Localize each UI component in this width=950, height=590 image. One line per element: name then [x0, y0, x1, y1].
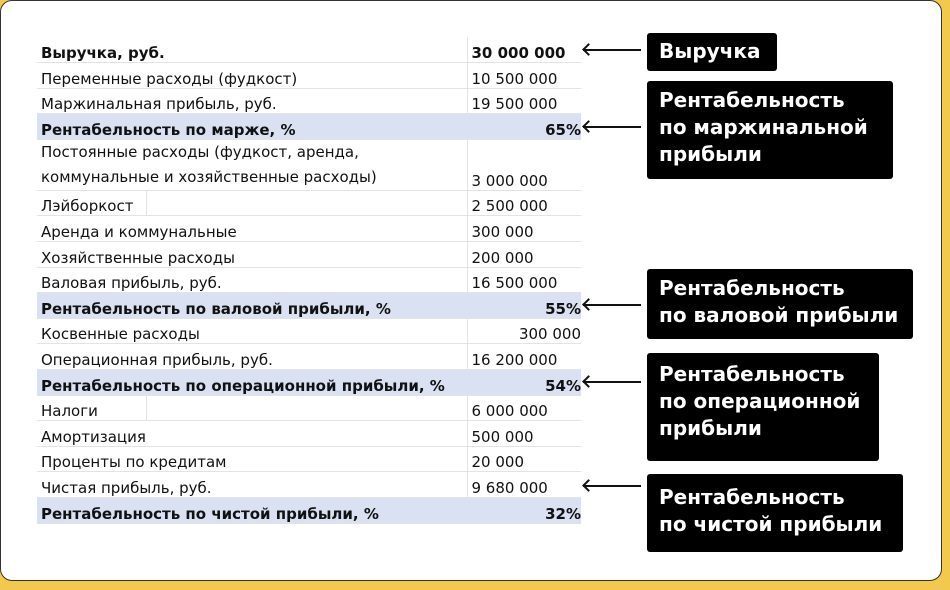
row-value: 30 000 000: [467, 37, 581, 63]
callout-line: по маржинальной: [659, 115, 868, 139]
row-label: Хозяйственные расходы: [37, 242, 467, 268]
row-value: 9 680 000: [467, 472, 581, 498]
row-value: 300 000: [467, 216, 581, 242]
table-row-highlight: [37, 114, 581, 140]
callout-operating: [647, 353, 879, 461]
row-label: Проценты по кредитам: [37, 446, 467, 472]
row-label: Операционная прибыль, руб.: [37, 344, 467, 370]
table-row: [37, 216, 581, 242]
row-label: Чистая прибыль, руб.: [37, 472, 467, 498]
row-label: Рентабельность по валовой прибыли, %: [37, 293, 467, 319]
callout-line: Рентабельность: [659, 88, 845, 112]
row-value: 16 500 000: [467, 267, 581, 293]
arrow-revenue: [583, 49, 641, 51]
row-label: Налоги: [37, 395, 146, 421]
row-label: Косвенные расходы: [37, 318, 467, 344]
callout-line: прибыли: [659, 142, 762, 166]
table-row: [37, 139, 581, 190]
row-label: Маржинальная прибыль, руб.: [37, 88, 467, 114]
row-value: 20 000: [467, 446, 581, 472]
callout-line: Выручка: [659, 39, 761, 63]
row-label: Рентабельность по чистой прибыли, %: [37, 498, 467, 524]
table-row: [37, 242, 581, 268]
empty-cell: [146, 395, 467, 421]
row-label: Постоянные расходы (фудкост, аренда, коммунальные и хозяйственные расходы): [37, 139, 467, 190]
arrow-operating: [583, 381, 641, 383]
callout-line: Рентабельность: [659, 485, 845, 509]
table-row-highlight: [37, 370, 581, 396]
table-row-highlight: [37, 293, 581, 319]
callout-line: Рентабельность: [659, 362, 845, 386]
profitability-table: [37, 37, 581, 524]
table-row-highlight: [37, 498, 581, 524]
table-row: [37, 344, 581, 370]
arrow-margin: [583, 126, 641, 128]
table-row: [37, 446, 581, 472]
row-value: 200 000: [467, 242, 581, 268]
row-label: Амортизация: [37, 421, 467, 447]
row-value: 6 000 000: [467, 395, 581, 421]
row-value: 500 000: [467, 421, 581, 447]
callout-line: по операционной: [659, 389, 861, 413]
row-value: 10 500 000: [467, 63, 581, 89]
callout-margin: [647, 81, 893, 179]
table-row: [37, 267, 581, 293]
callout-net: [647, 474, 903, 552]
table-row: [37, 190, 581, 216]
callout-line: Рентабельность: [659, 276, 845, 300]
row-value: 16 200 000: [467, 344, 581, 370]
row-label: Выручка, руб.: [37, 37, 467, 63]
row-label: Рентабельность по операционной прибыли, %: [37, 370, 467, 396]
row-value: 65%: [467, 114, 581, 140]
table-row: [37, 472, 581, 498]
row-label: Аренда и коммунальные: [37, 216, 467, 242]
row-value: 2 500 000: [467, 190, 581, 216]
callout-line: по валовой прибыли: [659, 303, 899, 327]
row-label: Лэйборкост: [37, 190, 146, 216]
row-value: 54%: [467, 370, 581, 396]
row-value: 32%: [467, 498, 581, 524]
table-row: [37, 37, 581, 63]
table-row: [37, 395, 581, 421]
callout-line: прибыли: [659, 416, 762, 440]
table-row: [37, 88, 581, 114]
row-value: 3 000 000: [467, 139, 581, 190]
row-label: Валовая прибыль, руб.: [37, 267, 467, 293]
table-row: [37, 318, 581, 344]
row-value: 19 500 000: [467, 88, 581, 114]
arrow-net: [583, 485, 641, 487]
arrow-gross: [583, 304, 641, 306]
callout-line: по чистой прибыли: [659, 512, 883, 536]
callout-gross: [647, 269, 913, 339]
table-row: [37, 421, 581, 447]
table-row: [37, 63, 581, 89]
callout-revenue: [647, 33, 777, 71]
row-value: 300 000: [467, 318, 581, 344]
row-label: Переменные расходы (фудкост): [37, 63, 467, 89]
empty-cell: [146, 190, 467, 216]
row-value: 55%: [467, 293, 581, 319]
row-label: Рентабельность по марже, %: [37, 114, 467, 140]
